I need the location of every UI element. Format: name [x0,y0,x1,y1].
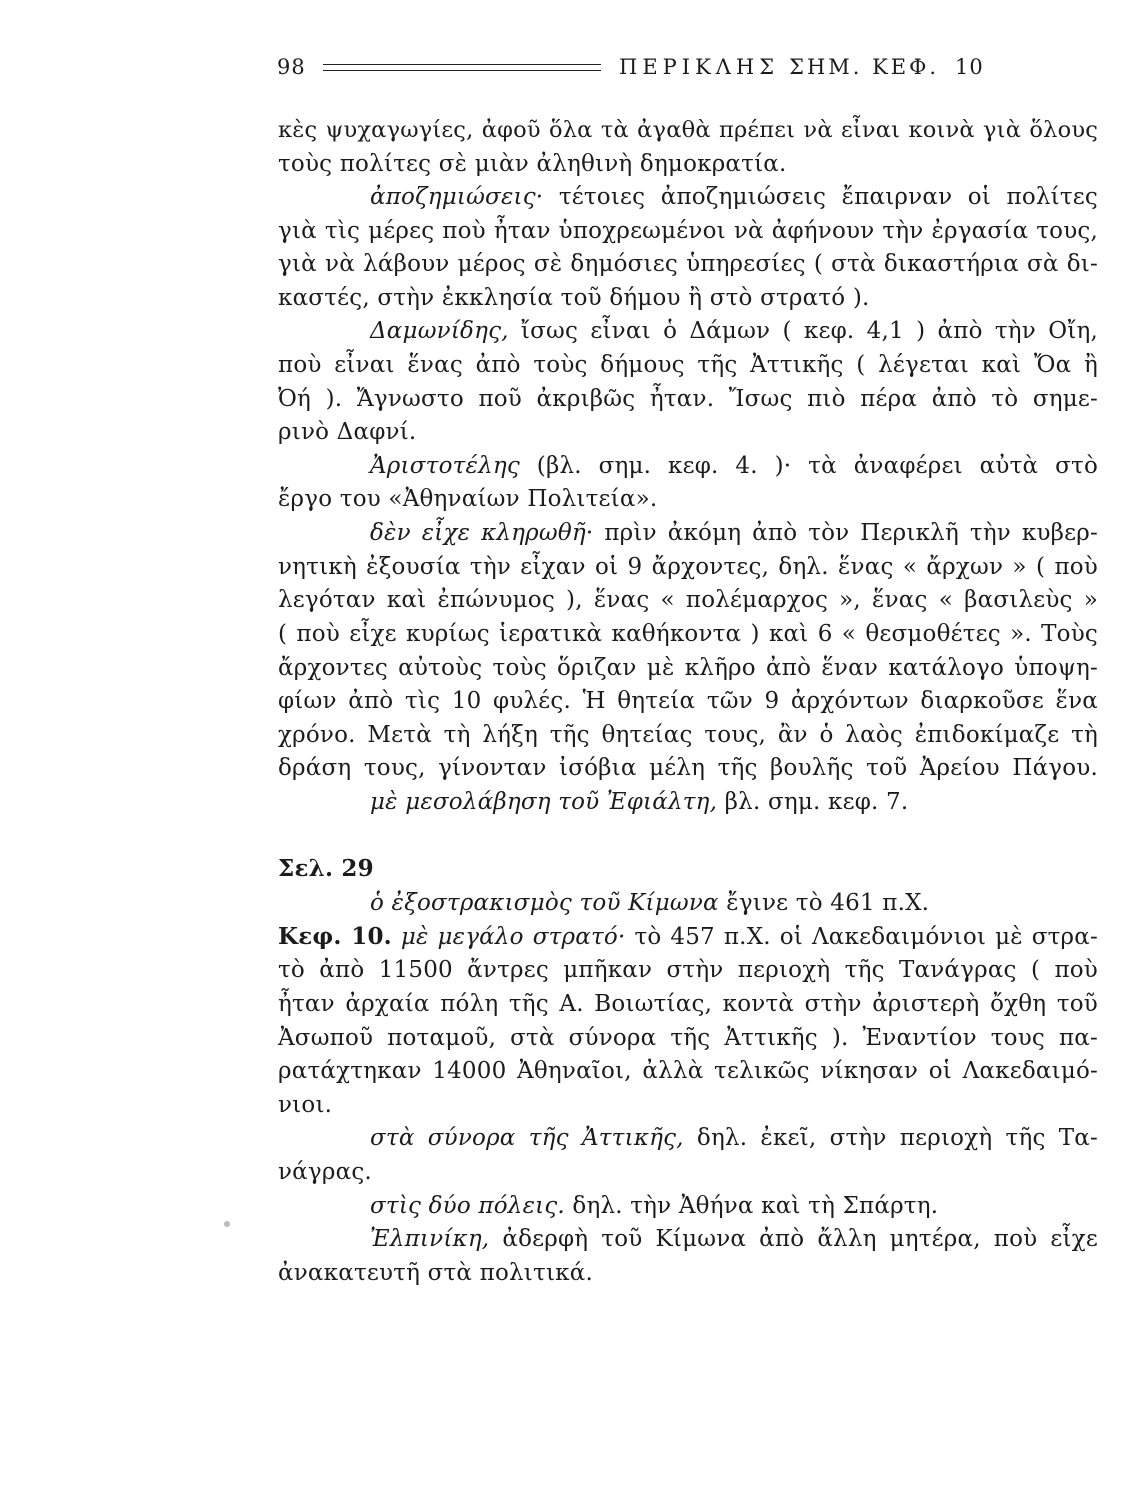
text-line: κὲς ψυχαγωγίες, ἀφοῦ ὅλα τὰ ἀγαθὰ πρέπει νὰ εἶναι κοινὰ γιὰ ὅλους [278,117,1098,143]
text-line: ἄρχοντες αὐτοὺς τοὺς ὅριζαν μὲ κλῆρο ἀπὸ ἕναν κατάλογο ὑποψη- [278,655,1098,681]
text-line: ὁ ἐξοστρακισμὸς τοῦ Κίμωνα ἔγινε τὸ 461 π.Χ. [370,890,930,916]
text-line: Ἀσωποῦ ποταμοῦ, στὰ σύνορα τῆς Ἀττικῆς ). Ἐναντίον τους πα- [278,1025,1098,1051]
text-line: ἔργο του «Ἀθηναίων Πολιτεία». [278,486,658,512]
text-line: Ἀριστοτέλης (βλ. σημ. κεφ. 4. )· τὰ ἀναφέρει αὐτὰ στὸ [370,453,1098,479]
header-title: ΠΕΡΙΚΛΗΣ [619,55,780,79]
text-line: ποὺ εἶναι ἕνας ἀπὸ τοὺς δήμους τῆς Ἀττικῆς ( λέγεται καὶ Ὄα ἢ [278,352,1098,378]
text-line: ἦταν ἀρχαία πόλη τῆς Α. Βοιωτίας, κοντὰ στὴν ἀριστερὴ ὄχθη τοῦ [278,991,1098,1017]
term: στὶς δύο πόλεις. [370,1193,565,1219]
text-line: χρόνο. Μετὰ τὴ λήξη τῆς θητείας τους, ἂν ὁ λαὸς ἐπιδοκίμαζε τὴ [278,722,1098,748]
text-line: γιὰ νὰ λάβουν μέρος σὲ δημόσιες ὑπηρεσίες ( στὰ δικαστήρια σὰ δι- [278,251,1098,277]
chapter-reference: Κεφ. 10. [278,923,392,950]
term: ἀποζημιώσεις· [370,184,544,210]
text-line: ἀποζημιώσεις· τέτοιες ἀποζημιώσεις ἔπαιρναν οἱ πολίτες [370,184,1098,210]
text-line: δράση τους, γίνονταν ἰσόβια μέλη τῆς βουλῆς τοῦ Ἀρείου Πάγου. [278,755,1098,781]
text-line: λεγόταν καὶ ἐπώνυμος ), ἕνας « πολέμαρχος », ἕνας « βασιλεὺς » [278,587,1098,613]
text-line: τοὺς πολίτες σὲ μιὰν ἀληθινὴ δημοκρατία. [278,151,787,177]
text-line: Κεφ. 10. μὲ μεγάλο στρατό· τὸ 457 π.Χ. οἱ Λακεδαιμόνιοι μὲ στρα- [278,923,1098,950]
text-line: καστές, στὴν ἐκκλησία τοῦ δήμου ἢ στὸ στρατό ). [278,285,870,311]
scan-speck [224,1221,230,1227]
text-line: φίων ἀπὸ τὶς 10 φυλές. Ἡ θητεία τῶν 9 ἀρχόντων διαρκοῦσε ἕνα [278,688,1098,714]
text-line: νητικὴ ἐξουσία τὴν εἶχαν οἱ 9 ἄρχοντες, δηλ. ἕνας « ἄρχων » ( ποὺ [278,554,1098,580]
text-line: ( ποὺ εἶχε κυρίως ἱερατικὰ καθήκοντα ) καὶ 6 « θεσμοθέτες ». Τοὺς [278,621,1098,647]
term: μὲ μεγάλο στρατό· [391,924,626,950]
running-header [277,50,1097,84]
term: μὲ μεσολάβηση τοῦ Ἐφιάλτη, [370,789,718,815]
text-line: Ἐλπινίκη, ἀδερφὴ τοῦ Κίμωνα ἀπὸ ἄλλη μητέρα, ποὺ εἶχε [370,1226,1098,1252]
term: ὁ ἐξοστρακισμὸς τοῦ Κίμωνα [370,890,719,916]
term: Ἐλπινίκη, [370,1226,490,1252]
text-line: δὲν εἶχε κληρωθῆ· πρὶν ἀκόμη ἀπὸ τὸν Περικλῆ τὴν κυβερ- [370,520,1098,546]
text-line: ρατάχτηκαν 14000 Ἀθηναῖοι, ἀλλὰ τελικῶς νίκησαν οἱ Λακεδαιμό- [278,1058,1098,1084]
header-double-rule [323,64,601,71]
term: Ἀριστοτέλης [370,453,520,479]
text-line: γιὰ τὶς μέρες ποὺ ἦταν ὑποχρεωμένοι νὰ ἀφήνουν τὴν ἐργασία τους, [278,218,1098,244]
page-reference: Σελ. 29 [278,855,374,882]
term: δὲν εἶχε κληρωθῆ· [370,520,594,546]
text-line: νάγρας. [278,1159,372,1185]
text-line: νιοι. [278,1092,333,1118]
text-line: στὶς δύο πόλεις. δηλ. τὴν Ἀθήνα καὶ τὴ Σπάρτη. [370,1193,939,1219]
text-line: μὲ μεσολάβηση τοῦ Ἐφιάλτη, βλ. σημ. κεφ. 7. [370,789,909,815]
text-line: ἀνακατευτῆ στὰ πολιτικά. [278,1260,593,1286]
header-section: ΣΗΜ. ΚΕΦ. [789,55,940,79]
text-line: Ὀή ). Ἄγνωστο ποῦ ἀκριβῶς ἦταν. Ἴσως πιὸ πέρα ἀπὸ τὸ σημε- [278,386,1098,412]
text-line: ρινὸ Δαφνί. [278,419,417,445]
header-chapter-number: 10 [955,55,984,79]
text-line: τὸ ἀπὸ 11500 ἄντρες μπῆκαν στὴν περιοχὴ τῆς Τανάγρας ( ποὺ [278,957,1098,983]
term: στὰ σύνορα τῆς Ἀττικῆς, [370,1125,684,1151]
text-line: Δαμωνίδης, ἴσως εἶναι ὁ Δάμων ( κεφ. 4,1 ) ἀπὸ τὴν Οἴη, [370,318,1098,344]
text-line: στὰ σύνορα τῆς Ἀττικῆς, δηλ. ἐκεῖ, στὴν περιοχὴ τῆς Τα- [370,1125,1098,1151]
page-number: 98 [277,55,306,79]
term: Δαμωνίδης, [370,318,509,344]
